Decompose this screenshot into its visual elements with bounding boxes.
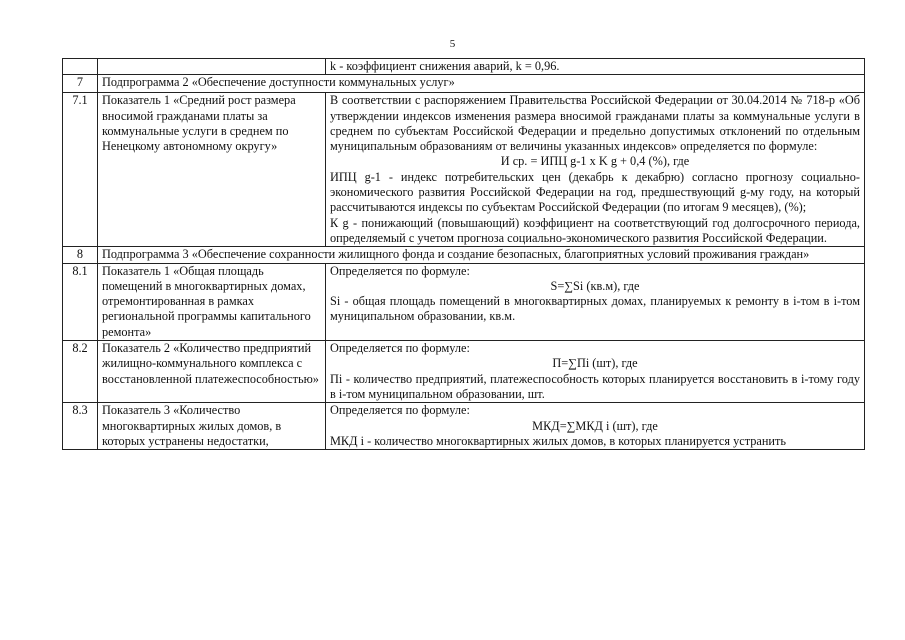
indicator-description — [326, 341, 865, 403]
definition: ИПЦ g-1 - индекс потребительских цен (декабрь к декабрю) согласно прогнозу социально-экономического развития Российской Федерации на год, предшествующий g-му году, на который рассчитываются индексы по субъектам Российской Федерации (по итогам 9 месяцев), (%); — [330, 169, 860, 215]
subprogram-title: Подпрограмма 3 «Обеспечение сохранности жилищного фонда и создание безопасных, благоприятных условий проживания граждан» — [98, 247, 865, 263]
row-number: 8 — [63, 247, 98, 263]
row-number: 8.1 — [63, 263, 98, 340]
indicator-name: Показатель 1 «Общая площадь помещений в многоквартирных домах, отремонтированная в рамках региональной программы капитального ремонта» — [98, 263, 326, 340]
indicator-name-cell — [98, 59, 326, 75]
indicator-description — [326, 403, 865, 450]
page-number: 5 — [449, 38, 456, 50]
table-row — [63, 75, 865, 93]
description-intro: Определяется по формуле: — [330, 263, 470, 278]
definition: Пi - количество предприятий, платежеспособность которых планируется восстановить в i-тому году в i-том муниципальном образовании, шт. — [330, 371, 860, 401]
row-number: 8.2 — [63, 341, 98, 403]
definition: МКД i - количество многоквартирных жилых домов, в которых планируется устранить — [330, 433, 786, 448]
definition: Si - общая площадь помещений в многоквартирных домах, планируемых к ремонту в i-том в i-том муниципальном образовании, кв.м. — [330, 294, 860, 324]
table-row — [63, 263, 865, 340]
table-row — [63, 247, 865, 263]
formula: S=∑Si (кв.м), где — [550, 278, 640, 293]
description-cell: k - коэффициент снижения аварий, k = 0,96. — [326, 59, 865, 75]
indicator-description — [326, 93, 865, 247]
definition: К g - понижающий (повышающий) коэффициент на соответствующий год долгосрочного периода, определяемый с учетом прогноза социально-экономического развития Российской Федерации. — [330, 215, 860, 245]
table-row — [63, 59, 865, 75]
formula: МКД=∑МКД i (шт), где — [532, 418, 658, 433]
description-intro: Определяется по формуле: — [330, 341, 470, 356]
row-number: 8.3 — [63, 403, 98, 450]
row-number: 7.1 — [63, 93, 98, 247]
formula: П=∑Пi (шт), где — [552, 356, 638, 371]
indicator-name: Показатель 1 «Средний рост размера вносимой гражданами платы за коммунальные услуги в среднем по Ненецкому автономному округу» — [98, 93, 326, 247]
description-intro: В соответствии с распоряжением Правительства Российской Федерации от 30.04.2014 № 718-р «Об утверждении индексов изменения размера вносимой гражданами платы за коммунальные услуги в среднем по субъектам Российской Федерации и предельно допустимых отклонений по отдельным муниципальным образованиям от величины указанных индексов» определяется по формуле: — [330, 93, 860, 154]
indicator-description — [326, 263, 865, 340]
formula: И ср. = ИПЦ g-1 x K g + 0,4 (%), где — [500, 154, 690, 169]
table-row — [63, 341, 865, 403]
table-row — [63, 93, 865, 247]
row-number-cell — [63, 59, 98, 75]
table-row — [63, 403, 865, 450]
indicator-name: Показатель 2 «Количество предприятий жилищно-коммунального комплекса с восстановленной платежеспособностью» — [98, 341, 326, 403]
description-intro: Определяется по формуле: — [330, 403, 470, 418]
indicators-table — [62, 58, 865, 450]
indicator-name: Показатель 3 «Количество многоквартирных жилых домов, в которых устранены недостатки, — [98, 403, 326, 450]
row-number: 7 — [63, 75, 98, 93]
subprogram-title: Подпрограмма 2 «Обеспечение доступности коммунальных услуг» — [98, 75, 865, 93]
